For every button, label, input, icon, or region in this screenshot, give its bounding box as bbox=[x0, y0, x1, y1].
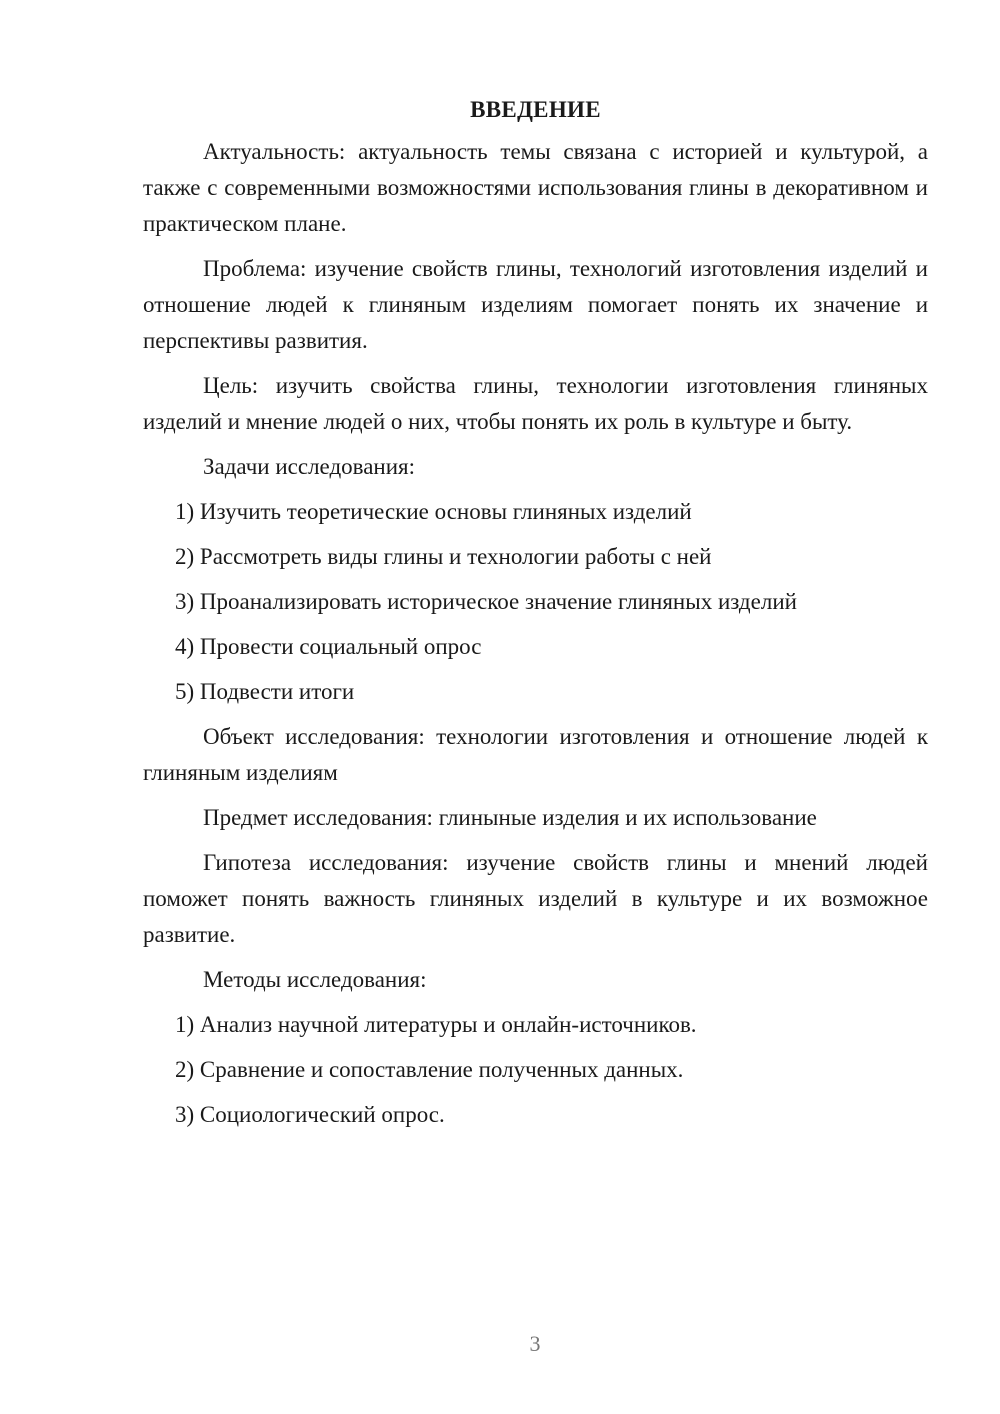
hypothesis-paragraph: Гипотеза исследования: изучение свойств глины и мнений людей поможет понять важность глиняных изделий в культуре и их возможное развитие. bbox=[143, 850, 928, 947]
tasks-heading: Задачи исследования: bbox=[203, 454, 416, 479]
subject-paragraph: Предмет исследования: глиныные изделия и их использование bbox=[203, 805, 817, 830]
methods-heading: Методы исследования: bbox=[203, 967, 427, 992]
page-title: ВВЕДЕНИЕ bbox=[470, 97, 601, 122]
task-item: 1) Изучить теоретические основы глиняных изделий bbox=[175, 499, 692, 524]
task-item: 2) Рассмотреть виды глины и технологии работы с ней bbox=[175, 544, 712, 569]
methods-list bbox=[143, 1007, 928, 1133]
problem-paragraph: Проблема: изучение свойств глины, технологий изготовления изделий и отношение людей к глиняным изделиям помогает понять их значение и перспективы развития. bbox=[143, 256, 928, 353]
task-item: 5) Подвести итоги bbox=[175, 679, 355, 704]
page-number: 3 bbox=[529, 1331, 541, 1356]
goal-paragraph: Цель: изучить свойства глины, технологии изготовления глиняных изделий и мнение людей о них, чтобы понять их роль в культуре и быту. bbox=[143, 373, 928, 434]
method-item: 3) Социологический опрос. bbox=[175, 1102, 445, 1127]
task-item: 4) Провести социальный опрос bbox=[175, 634, 482, 659]
object-paragraph: Объект исследования: технологии изготовления и отношение людей к глиняным изделиям bbox=[143, 724, 928, 785]
task-item: 3) Проанализировать историческое значение глиняных изделий bbox=[175, 589, 797, 614]
method-item: 1) Анализ научной литературы и онлайн-источников. bbox=[175, 1012, 697, 1037]
method-item: 2) Сравнение и сопоставление полученных данных. bbox=[175, 1057, 684, 1082]
tasks-list bbox=[143, 494, 928, 710]
relevance-paragraph: Актуальность: актуальность темы связана с историей и культурой, а также с современными возможностями использования глины в декоративном и практическом плане. bbox=[143, 139, 928, 236]
document-page bbox=[143, 92, 928, 1142]
